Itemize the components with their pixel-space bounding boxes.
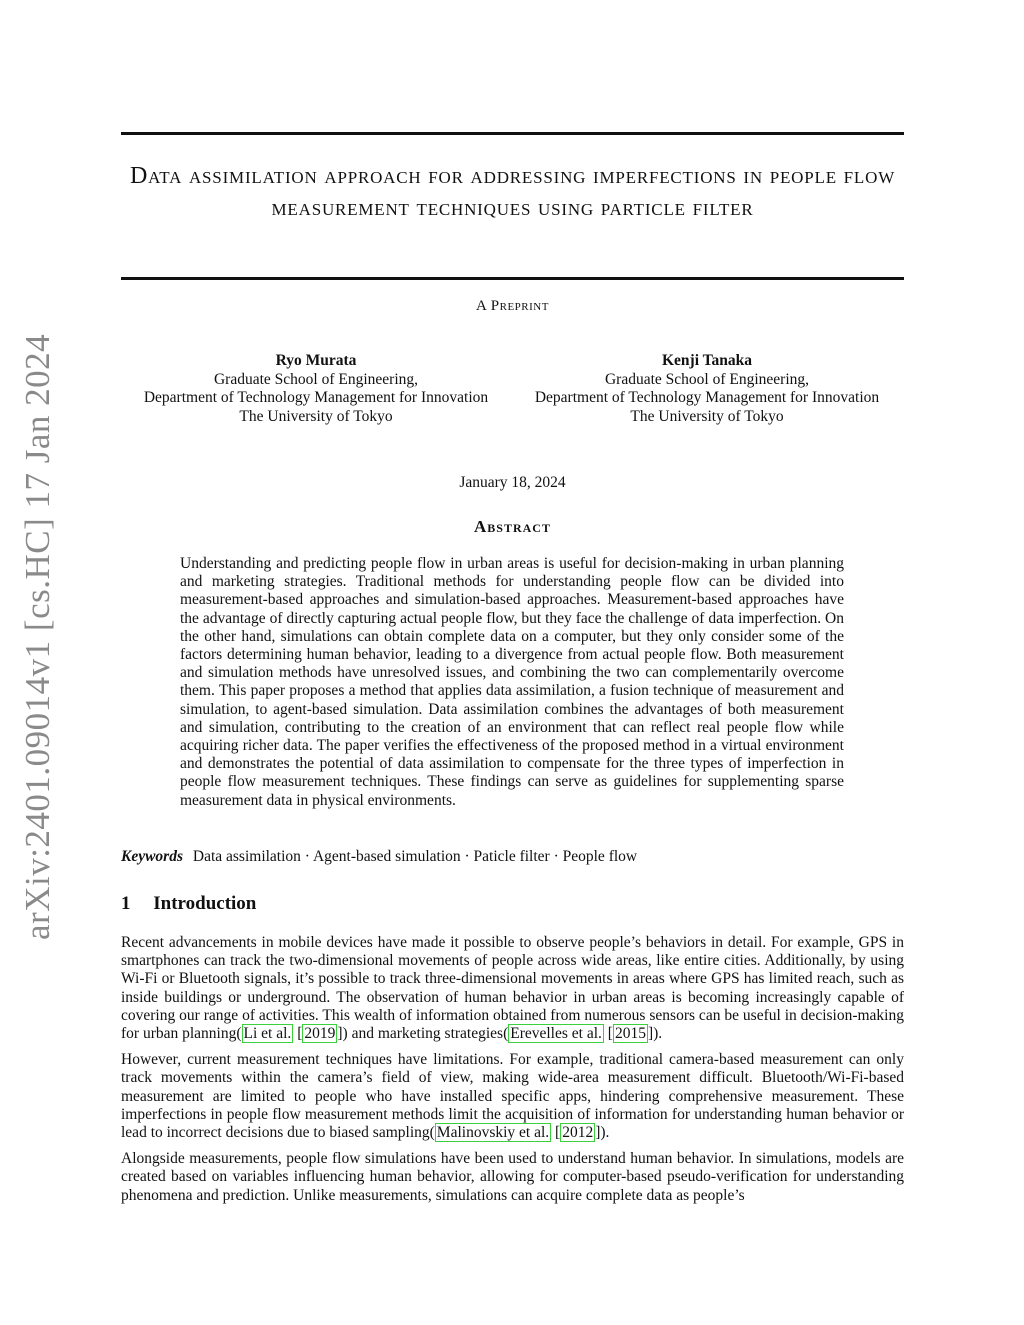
citation-link[interactable]: Malinovskiy et al. [436, 1124, 550, 1142]
paragraph-text: However, current measurement techniques have limitations. For example, traditional camera-based measurement can only track movements within the camera’s field of view, making wide-area measurement difficult. Bluetooth/Wi-Fi-based measurement are limited to people who have installed specific apps, hindering comprehensive measurement. These imperfections in people flow measurement methods limit the acquisition of information for understanding human behavior or lead to incorrect decisions due to biased sampling( [121, 1051, 904, 1142]
title-bottom-rule [121, 277, 904, 280]
section-number: 1 [121, 893, 131, 914]
paragraph: However, current measurement techniques have limitations. For example, traditional camera-based measurement can only track movements within the camera’s field of view, making wide-area measurement difficult. Bluetooth/Wi-Fi-based measurement are limited to people who have installed specific apps, hindering comprehensive measurement. These imperfections in people flow measurement methods limit the acquisition of information for understanding human behavior or lead to incorrect decisions due to biased sampling( Malinovskiy et al. [ 2012 ]). [121, 1051, 904, 1142]
paper-title: Data assimilation approach for addressing imperfections in people flow measurement techniques using particle filter [129, 163, 896, 221]
author-block-2 [512, 352, 902, 426]
citation-link[interactable]: Erevelles et al. [510, 1025, 602, 1043]
author-affiliation: Department of Technology Management for Innovation [143, 389, 489, 406]
section-title: Introduction [153, 893, 257, 914]
author-affiliation: Graduate School of Engineering, [213, 370, 419, 388]
abstract-text: Understanding and predicting people flow in urban areas is useful for decision-making in urban planning and marketing strategies. Traditional methods for understanding people flow can be divided into measurement-based approaches and simulation-based approaches. Measurement-based approaches have the advantage of directly capturing actual people flow, but they face the challenge of data imperfection. On the other hand, simulations can obtain complete data on a computer, but they only consider some of the factors determining human behavior, leading to a divergence from actual people flow. Both measurement and simulation methods have unresolved issues, and combining the two can complementarily overcome them. This paper proposes a method that applies data assimilation, a fusion technique of measurement and simulation, to agent-based simulation. Data assimilation combines the advantages of both measurement and simulation, contributing to the creation of an environment that can reflect real people flow while acquiring richer data. The paper verifies the effectiveness of the proposed method in a virtual environment and demonstrates the potential of data assimilation to compensate for the three types of imperfection in people flow measurement techniques. These findings can serve as guidelines for supplementing sparse measurement data in physical environments. [180, 555, 844, 809]
citation-year-link[interactable]: 2015 [614, 1025, 646, 1043]
abstract-heading: Abstract [474, 517, 551, 536]
keywords-line [121, 848, 904, 866]
paragraph-text: ). [600, 1124, 610, 1142]
author-affiliation: The University of Tokyo [630, 407, 784, 425]
author-affiliation: Department of Technology Management for Innovation [534, 389, 880, 406]
introduction-body [121, 934, 904, 1213]
paragraph: Recent advancements in mobile devices have made it possible to observe people’s behaviors in detail. For example, GPS in smartphones can track the two-dimensional movements of people across wide areas, like entire cities. Additionally, by using Wi-Fi or Bluetooth signals, it’s possible to track three-dimensional movements in areas where GPS has limited reach, such as inside buildings or underground. The observation of human behavior in urban areas is becoming increasingly capable of covering our range of activities. This wealth of information obtained from numerous sensors can be useful in decision-making for urban planning( Li et al. [ 2019 ]) and marketing strategies( Erevelles et al. [ 2015 ]). [121, 934, 904, 1043]
keywords-text: Data assimilation · Agent-based simulation · Paticle filter · People flow [192, 848, 638, 865]
citation-year-link[interactable]: 2012 [562, 1124, 594, 1142]
citation-year-link[interactable]: 2019 [304, 1025, 336, 1043]
section-heading-introduction [121, 893, 256, 915]
preprint-label: A Preprint [476, 298, 549, 314]
paragraph [121, 1150, 904, 1205]
author-name: Kenji Tanaka [661, 352, 753, 369]
author-name: Ryo Murata [275, 352, 357, 369]
paragraph-text: Recent advancements in mobile devices have made it possible to observe people’s behaviors in detail. For example, GPS in smartphones can track the two-dimensional movements of people across wide areas, like entire cities. Additionally, by using Wi-Fi or Bluetooth signals, it’s possible to track three-dimensional movements in areas where GPS has limited reach, such as inside buildings or underground. The observation of human behavior in urban areas is becoming increasingly capable of covering our range of activities. This wealth of information obtained from numerous sensors can be useful in decision-making for urban planning( [121, 934, 904, 1043]
title-top-rule [121, 132, 904, 135]
paragraph-text: Alongside measurements, people flow simulations have been used to understand human behavior. In simulations, models are created based on variables influencing human behavior, allowing for computer-based pseudo-verification for understanding phenomena and prediction. Unlike measurements, simulations can acquire complete data as people’s [121, 1150, 904, 1204]
paragraph-text: ). [653, 1025, 663, 1043]
publication-date: January 18, 2024 [459, 474, 566, 491]
arxiv-identifier-stamp: arXiv:2401.09014v1 [cs.HC] 17 Jan 2024 [18, 333, 57, 940]
author-affiliation: Graduate School of Engineering, [604, 370, 810, 388]
author-affiliation: The University of Tokyo [239, 407, 393, 425]
keywords-label: Keywords [121, 848, 183, 865]
author-block-1 [121, 352, 511, 426]
citation-link[interactable]: Li et al. [243, 1025, 292, 1043]
paragraph-text: ) and marketing strategies( [342, 1025, 509, 1043]
